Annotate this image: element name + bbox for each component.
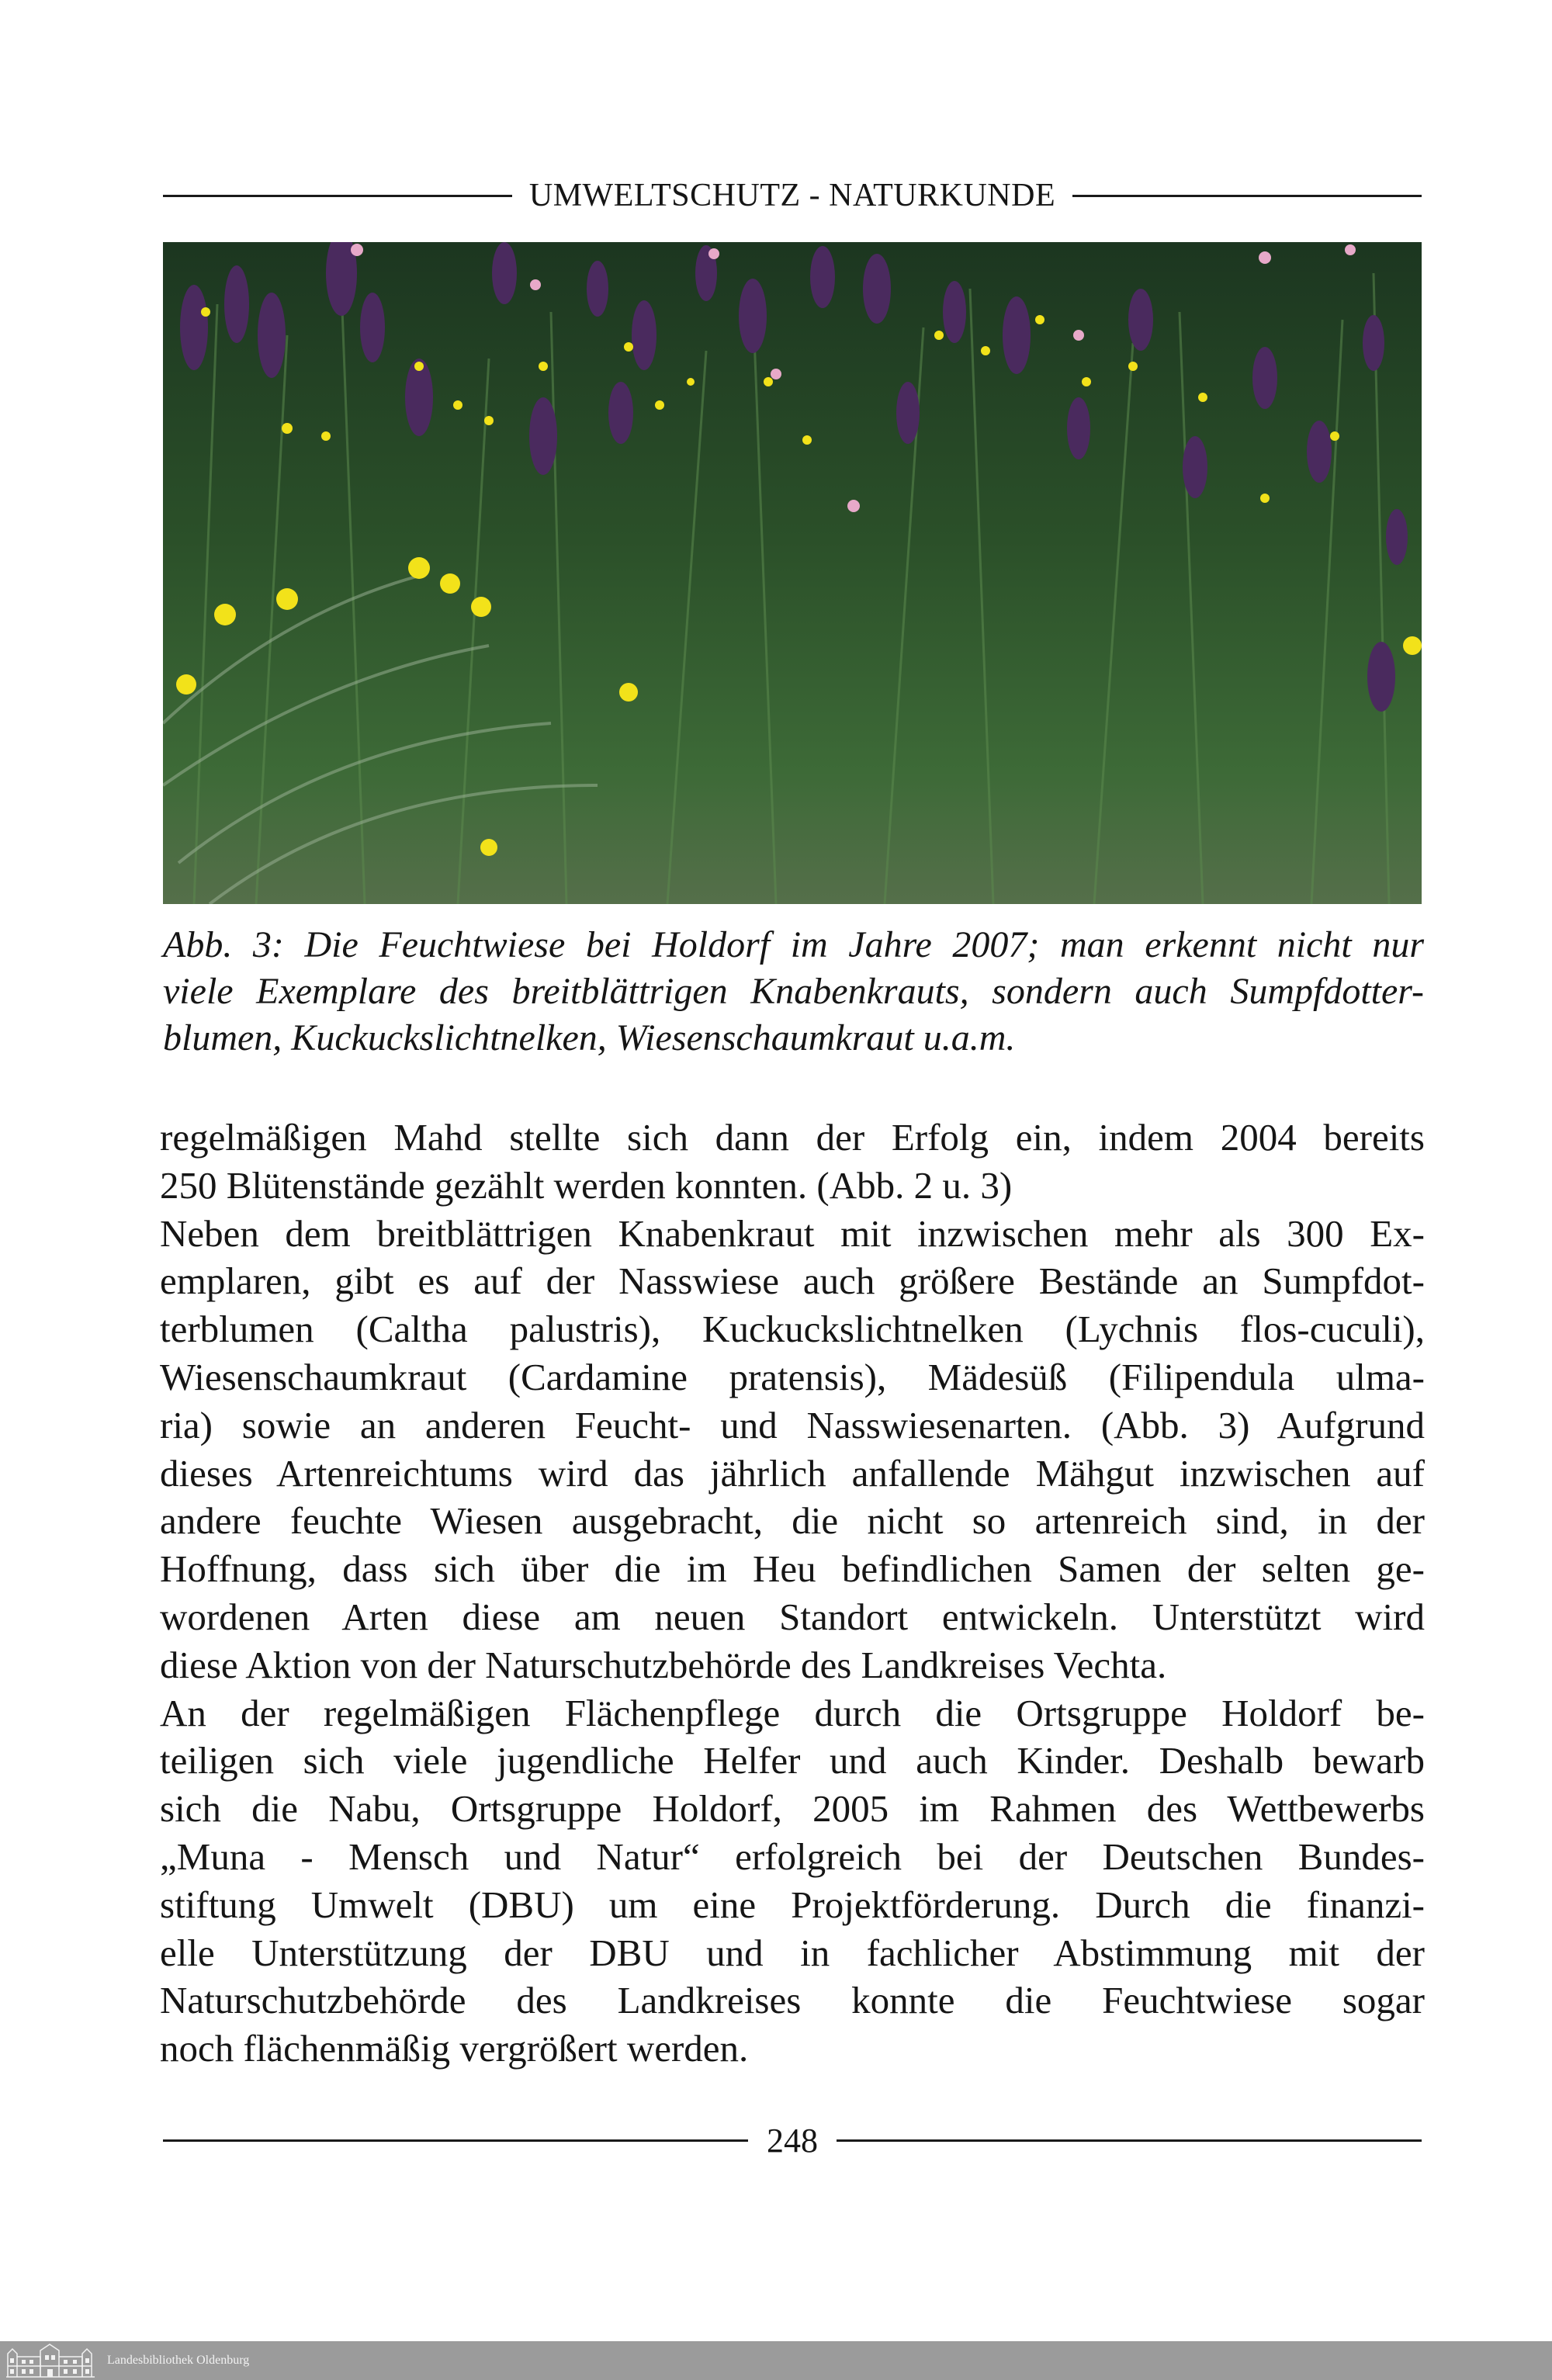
text-line: Neben dem breitblättrigen Knabenkraut mit inzwischen mehr als 300 Ex- xyxy=(160,1211,1425,1255)
caption-line: blumen, Kuckuckslichtnelken, Wiesenschaumkraut u.a.m. xyxy=(163,1017,1016,1058)
library-name: Landesbibliothek Oldenburg xyxy=(107,2354,250,2367)
running-head xyxy=(163,172,1422,219)
text-line: stiftung Umwelt (DBU) um eine Projektförderung. Durch die finanzi- xyxy=(160,1883,1425,1926)
header-rule-left xyxy=(163,195,512,197)
figure-caption xyxy=(163,922,1424,1062)
text-line: Hoffnung, dass sich über die im Heu befindlichen Samen der selten ge- xyxy=(160,1547,1425,1591)
page-number: 248 xyxy=(767,2121,818,2160)
text-line: ria) sowie an anderen Feucht- und Nasswiesenarten. (Abb. 3) Aufgrund xyxy=(160,1403,1425,1446)
header-rule-right xyxy=(1072,195,1422,197)
text-line: emplaren, gibt es auf der Nasswiese auch größere Bestände an Sumpfdot- xyxy=(160,1259,1425,1303)
text-line: noch flächenmäßig vergrößert werden. xyxy=(160,2027,749,2070)
text-line: diese Aktion von der Naturschutzbehörde des Landkreises Vechta. xyxy=(160,1643,1167,1686)
text-line: elle Unterstützung der DBU und in fachlicher Abstimmung mit der xyxy=(160,1931,1425,1974)
library-footer-bar xyxy=(0,2341,1552,2380)
meadow-photo xyxy=(163,242,1422,904)
section-title: UMWELTSCHUTZ - NATURKUNDE xyxy=(528,178,1056,213)
library-building-icon xyxy=(5,2343,96,2378)
caption-line: Abb. 3: Die Feuchtwiese bei Holdorf im Jahre 2007; man erkennt nicht nur xyxy=(163,924,1424,965)
folio-rule-right xyxy=(837,2139,1422,2142)
caption-line: viele Exemplare des breitblättrigen Knabenkrauts, sondern auch Sumpfdotter- xyxy=(163,971,1424,1012)
meadow-photo-image xyxy=(163,242,1422,904)
text-line: sich die Nabu, Ortsgruppe Holdorf, 2005 im Rahmen des Wettbewerbs xyxy=(160,1787,1425,1831)
folio-rule-left xyxy=(163,2139,748,2142)
text-line: An der regelmäßigen Flächenpflege durch die Ortsgruppe Holdorf be- xyxy=(160,1691,1425,1734)
text-line: wordenen Arten diese am neuen Standort entwickeln. Unterstützt wird xyxy=(160,1595,1425,1638)
body-text xyxy=(160,1114,1425,2073)
text-line: terblumen (Caltha palustris), Kuckuckslichtnelken (Lychnis flos-cuculi), xyxy=(160,1308,1425,1351)
page-footer-folio xyxy=(163,2117,1422,2163)
text-line: regelmäßigen Mahd stellte sich dann der Erfolg ein, indem 2004 bereits xyxy=(160,1116,1425,1159)
text-line: teiligen sich viele jugendliche Helfer und auch Kinder. Deshalb bewarb xyxy=(160,1739,1425,1782)
text-line: 250 Blütenstände gezählt werden konnten. (Abb. 2 u. 3) xyxy=(160,1163,1013,1207)
text-line: Wiesenschaumkraut (Cardamine pratensis), Mädesüß (Filipendula ulma- xyxy=(160,1355,1425,1398)
text-line: dieses Artenreichtums wird das jährlich anfallende Mähgut inzwischen auf xyxy=(160,1451,1425,1495)
text-line: „Muna - Mensch und Natur“ erfolgreich bei der Deutschen Bundes- xyxy=(160,1834,1425,1878)
text-line: andere feuchte Wiesen ausgebracht, die nicht so artenreich sind, in der xyxy=(160,1499,1425,1543)
text-line: Naturschutzbehörde des Landkreises konnte die Feuchtwiese sogar xyxy=(160,1979,1425,2022)
